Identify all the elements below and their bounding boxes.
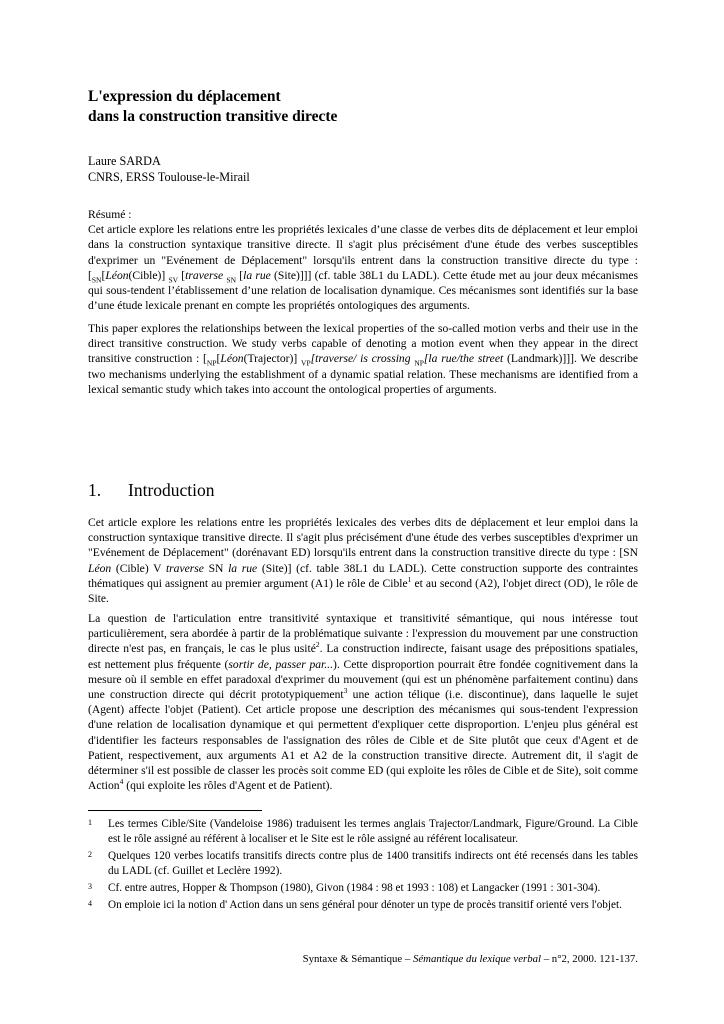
footnote-ref-3: 3 <box>343 686 348 696</box>
footnote-text: Les termes Cible/Site (Vandeloise 1986) traduisent les termes anglais Trajector/Landmark, Figure/Ground. La Cible est le rôle assigné au référent à localiser et le Site est le rôle assigné au référent localisateur. <box>108 818 638 845</box>
footnote-separator <box>88 810 262 811</box>
intro-paragraph-2: La question de l'articulation entre transitivité syntaxique et transitivité sémantique, qui nous intéresse tout particulièrement, sera abordée à partir de la problématique suivante : l'expression du mouvement par une construction directe n'est pas, en français, le cas le plus usité$^2$. La construction indirecte, faisant usage des prépositions spatiales, est nettement plus fréquente (sortir de, passer par...). Cette disproportion pourrait être fondée cognitivement dans la mesure où il semble en effet paradoxal d'exprimer du mouvement (qui est un phénomène parfaitement continu) dans une construction directe qui décrit prototypiquement$^3$ une action télique (i.e. discontinue), dans laquelle le sujet (Agent) affecte l'objet (Patient). Cet article propose une description des mécanismes qui sous-tendent l'expression d'une relation de localisation dynamique et qui permettent d'expliquer cette disproportion. L'enjeu plus général est d'identifier les facteurs responsables de l'assignation des rôles de Cible et de Site plutôt que ceux d'Agent et de Patient, respectivement, aux arguments A1 et A2 de la construction transitive directe. Autrement dit, il s'agit de déterminer s'il est possible de classer les procès soit comme ED (qui exploite les rôles de Cible et de Site), soit comme Action$^4$ (qui exploite les rôles d'Agent et de Patient). <box>88 612 638 793</box>
paper-title <box>88 87 648 127</box>
footnote-text: On emploie ici la notion d' Action dans un sens général pour dénoter un type de procès transitif orienté vers l'objet. <box>108 899 622 911</box>
footnote-number: 3 <box>88 882 92 891</box>
intro-paragraph-1: Cet article explore les relations entre les propriétés lexicales des verbes dits de déplacement et leur emploi dans la construction syntaxique transitive directe. Il s'agit plus précisément d'une étude des verbes susceptibles d'exprimer un "Evénement de Déplacement" (dorénavant ED) lorsqu'ils entrent dans la construction transitive directe du type : [SN Léon (Cible) V traverse SN la rue (Site)] (cf. table 38L1 du LADL). Cette construction supporte des contraintes thématiques qui assignent au premier argument (A1) le rôle de Cible$^1$ et au second (A2), l'objet direct (OD), le rôle de Site. <box>88 516 638 606</box>
title-line-2: dans la construction transitive directe <box>88 108 338 125</box>
footnote-number: 2 <box>88 850 92 859</box>
page-footer: Syntaxe & Sémantique – Sémantique du lexique verbal – n°2, 2000. 121-137. <box>302 953 638 965</box>
abstract-english-text: This paper explores the relationships between the lexical properties of the so-called motion verbs and their use in the direct transitive construction. We study verbs capable of denoting a motion event when they appear in the direct transitive construction : [$_{NP}[Léon(Trajector)]$ $_{VP}$[traverse/ is crossing $_{NP}$[la rue/the street (Landmark)]]]. We describe two mechanisms underlying the establishment of a dynamic spatial relation. These mechanisms are identified from a lexical semantic study which takes into account the ontological properties of arguments. <box>88 322 639 396</box>
footnote <box>88 898 638 913</box>
author-affiliation: CNRS, ERSS Toulouse-le-Mirail <box>88 170 250 184</box>
abstract-label: Résumé : <box>88 208 132 221</box>
section-title: Introduction <box>128 480 215 500</box>
footnotes <box>88 817 638 915</box>
author-name: Laure SARDA <box>88 154 161 168</box>
footnote-text: Cf. entre autres, Hopper & Thompson (1980), Givon (1984 : 98 et 1993 : 108) et Langacker (1991 : 301-304). <box>108 882 601 894</box>
footnote-text: Quelques 120 verbes locatifs transitifs directs contre plus de 1400 transitifs indirects ont été recensés dans les tables du LADL (cf. Guillet et Leclère 1992). <box>108 850 638 877</box>
abstract-french-text: Cet article explore les relations entre les propriétés lexicales d’une classe de verbes dits de déplacement et leur emploi dans la construction syntaxique transitive directe. Il s'agit plus précisément d'une étude des verbes susceptibles d'exprimer un "Evénement de Déplacement" lorsqu'ils entrent dans la construction transitive directe du type : [$_{SN}[Léon(Cible)]$ $_{SV}$ [traverse $_{SN}$ [la rue (Site)]]] (cf. table 38L1 du LADL). Cette étude met au jour deux mécanismes qui sous-tendent l’établissement d’une relation de localisation dynamique. Ces mécanismes sont identifiés sur la base d’une étude lexicale prenant en compte les propriétés ontologiques des arguments. <box>88 223 639 313</box>
footnote-number: 4 <box>88 899 92 908</box>
footnote-ref-4: 4 <box>119 777 124 787</box>
footnote-ref-1: 1 <box>407 574 412 584</box>
footnote <box>88 849 638 879</box>
footnote <box>88 881 638 896</box>
footnote-ref-2: 2 <box>315 640 320 650</box>
footnote-number: 1 <box>88 818 92 827</box>
abstract-french <box>88 207 638 313</box>
section-heading-introduction <box>88 479 215 501</box>
author-block <box>88 153 250 185</box>
footnote <box>88 817 638 847</box>
title-line-1: L'expression du déplacement <box>88 88 281 105</box>
section-number: 1. <box>88 480 102 500</box>
abstract-english <box>88 321 638 397</box>
